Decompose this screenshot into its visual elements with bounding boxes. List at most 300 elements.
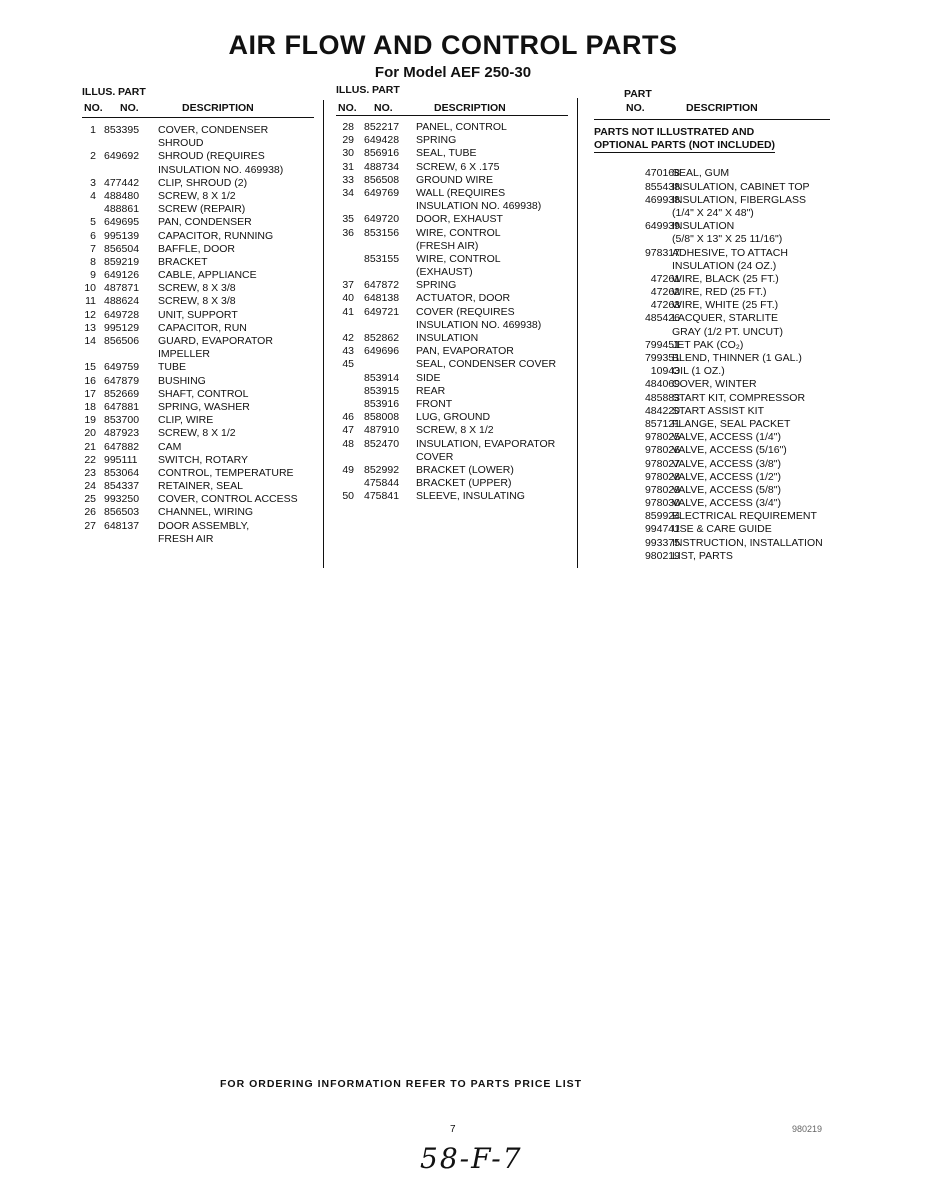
parts-row: [82, 335, 314, 348]
part-no-label: NO.: [626, 102, 645, 114]
part-no: 855438: [644, 180, 680, 193]
parts-row: [336, 477, 568, 490]
part-description: BUSHING: [158, 374, 206, 387]
part-description: PANEL, CONTROL: [416, 121, 507, 133]
illus-no: 41: [342, 305, 354, 318]
parts-row: [82, 467, 314, 480]
column-3-rows: [594, 167, 830, 563]
page-number: 7: [450, 1124, 456, 1135]
part-no: 649939: [644, 220, 680, 233]
part-description: CAM: [158, 440, 182, 453]
parts-row: [336, 134, 568, 147]
parts-row: [594, 537, 830, 550]
part-no: 649759: [104, 361, 140, 374]
part-description: ADHESIVE, TO ATTACH: [672, 246, 788, 259]
part-no: 488861: [104, 203, 140, 216]
part-no: 857121: [644, 417, 680, 430]
part-description: VALVE, ACCESS (3/4"): [672, 497, 781, 510]
part-no: 649692: [104, 150, 140, 163]
illus-no: 26: [84, 506, 96, 519]
parts-row: [336, 451, 568, 464]
part-description: (FRESH AIR): [416, 239, 479, 252]
parts-row: [594, 247, 830, 260]
part-description: VALVE, ACCESS (5/8"): [672, 483, 781, 496]
header-rule: [594, 119, 830, 120]
part-description: INSULATION NO. 469938): [416, 318, 542, 331]
part-no: 649428: [364, 134, 400, 147]
parts-row: [82, 322, 314, 335]
part-no: 488624: [104, 295, 140, 308]
part-no: 649126: [104, 269, 140, 282]
part-no: 648137: [104, 519, 140, 532]
parts-row: [594, 497, 830, 510]
parts-row: [82, 230, 314, 243]
illus-no: 22: [84, 453, 96, 466]
illus-no: 34: [342, 186, 354, 199]
part-no: 648138: [364, 292, 400, 305]
illus-no: 46: [342, 411, 354, 424]
illus-label: ILLUS.: [82, 86, 116, 98]
part-no: 488480: [104, 189, 140, 202]
parts-row: [82, 506, 314, 519]
part-description: COVER, WINTER: [672, 378, 757, 391]
illus-no: 11: [85, 295, 96, 308]
part-no: 859219: [104, 255, 140, 268]
part-no: 488734: [364, 160, 400, 173]
parts-row: [594, 471, 830, 484]
part-no: 852217: [364, 121, 400, 133]
illus-no: 13: [84, 321, 96, 334]
illus-no: 9: [90, 269, 96, 282]
part-description: WIRE, RED (25 FT.): [672, 286, 767, 299]
part-description: SCREW, 8 X 3/8: [158, 295, 236, 308]
parts-row: [82, 520, 314, 533]
part-no: 993250: [104, 493, 140, 506]
illus-no: 4: [90, 189, 96, 202]
parts-row: [82, 375, 314, 388]
illus-no: 42: [342, 332, 354, 344]
column-1-header: [82, 86, 314, 120]
part-description: WIRE, WHITE (25 FT.): [672, 299, 779, 312]
part-description: BAFFLE, DOOR: [158, 242, 236, 255]
part-description: COVER: [416, 450, 454, 463]
parts-row: [336, 213, 568, 226]
part-description: UNIT, SUPPORT: [158, 308, 238, 321]
part-description: SPRING, WASHER: [158, 400, 250, 413]
parts-row: [336, 411, 568, 424]
part-no: 485426: [644, 312, 680, 325]
parts-row: [594, 194, 830, 207]
part-no: 853915: [364, 384, 400, 397]
part-no: 647882: [104, 440, 140, 453]
part-no: 852862: [364, 332, 400, 344]
parts-column-3: [594, 88, 830, 563]
illus-no: 40: [342, 292, 354, 305]
part-description: SLEEVE, INSULATING: [416, 490, 525, 503]
parts-row: [82, 533, 314, 546]
part-description: USE & CARE GUIDE: [672, 523, 772, 536]
parts-row: [594, 392, 830, 405]
parts-row: [594, 339, 830, 352]
illus-label: ILLUS.: [336, 84, 370, 96]
part-description: INSULATION NO. 469938): [416, 200, 542, 213]
parts-row: [336, 266, 568, 279]
part-description: FRESH AIR: [158, 532, 214, 545]
part-no: 993375: [644, 536, 680, 549]
part-description: DOOR, EXHAUST: [416, 213, 503, 226]
parts-row: [82, 269, 314, 282]
parts-row: [336, 174, 568, 187]
parts-row: [82, 309, 314, 322]
parts-row: [594, 550, 830, 563]
illus-no: 29: [342, 134, 354, 147]
part-description: SCREW, 8 X 1/2: [416, 424, 494, 437]
description-label: DESCRIPTION: [182, 102, 254, 114]
illus-no: 12: [84, 308, 96, 321]
part-no: 858008: [364, 411, 400, 424]
part-no-label: NO.: [374, 102, 393, 114]
illus-no: 37: [342, 279, 354, 292]
part-description: SCREW (REPAIR): [158, 203, 246, 216]
part-no: 47263: [650, 299, 680, 312]
part-description: CONTROL, TEMPERATURE: [158, 466, 294, 479]
parts-row: [82, 401, 314, 414]
part-description: LUG, GROUND: [416, 411, 491, 424]
parts-row: [594, 220, 830, 233]
part-description: VALVE, ACCESS (1/2"): [672, 470, 781, 483]
parts-row: [82, 164, 314, 177]
description-label: DESCRIPTION: [434, 102, 506, 114]
part-no-label: NO.: [120, 102, 139, 114]
part-no: 649728: [104, 308, 140, 321]
part-description: GROUND WIRE: [416, 173, 493, 186]
illus-no: 48: [342, 437, 354, 450]
part-description: WIRE, CONTROL: [416, 252, 501, 265]
part-description: SEAL, TUBE: [416, 147, 477, 160]
illus-no: 30: [342, 147, 354, 160]
part-no: 978317: [644, 246, 680, 259]
parts-row: [82, 348, 314, 361]
parts-row: [82, 454, 314, 467]
part-description: BRACKET (LOWER): [416, 463, 514, 476]
page-title: AIR FLOW AND CONTROL PARTS: [228, 30, 678, 60]
illus-no: 43: [342, 345, 354, 358]
parts-row: [594, 286, 830, 299]
parts-row: [594, 312, 830, 325]
parts-row: [594, 260, 830, 273]
parts-row: [594, 273, 830, 286]
parts-row: [336, 438, 568, 451]
part-description: CAPACITOR, RUNNING: [158, 229, 274, 242]
part-description: SCREW, 6 X .175: [416, 160, 500, 173]
parts-row: [594, 207, 830, 220]
illus-no: 49: [342, 463, 354, 476]
parts-row: [336, 306, 568, 319]
parts-row: [336, 121, 568, 134]
part-no: 647872: [364, 279, 400, 292]
part-no: 649769: [364, 186, 400, 199]
illus-no: 7: [90, 242, 96, 255]
part-description: IMPELLER: [158, 348, 210, 361]
parts-row: [82, 441, 314, 454]
parts-row: [336, 253, 568, 266]
part-no: 856508: [364, 173, 400, 186]
part-no: 978027: [644, 457, 680, 470]
parts-row: [82, 203, 314, 216]
part-description: OIL (1 OZ.): [672, 365, 725, 378]
note-line-2: OPTIONAL PARTS (NOT INCLUDED): [594, 139, 775, 153]
part-description: CHANNEL, WIRING: [158, 506, 254, 519]
part-no: 978028: [644, 470, 680, 483]
part-no: 853395: [104, 124, 140, 136]
illus-no: 35: [342, 213, 354, 226]
part-no: 854337: [104, 480, 140, 493]
illus-no: 33: [342, 173, 354, 186]
parts-row: [336, 345, 568, 358]
part-description: INSTRUCTION, INSTALLATION: [672, 536, 823, 549]
part-description: CLIP, WIRE: [158, 414, 214, 427]
parts-row: [594, 405, 830, 418]
illus-no: 6: [90, 229, 96, 242]
part-no: 980219: [644, 549, 680, 562]
parts-row: [336, 332, 568, 345]
header-rule: [82, 117, 314, 118]
part-no: 995129: [104, 321, 140, 334]
part-description: LIST, PARTS: [672, 549, 733, 562]
part-no: 647881: [104, 400, 140, 413]
illus-no: 15: [84, 361, 96, 374]
column-divider-2: [577, 98, 578, 568]
part-description: LACQUER, STARLITE: [672, 312, 778, 325]
part-no: 853064: [104, 466, 140, 479]
parts-row: [336, 292, 568, 305]
part-no: 487910: [364, 424, 400, 437]
part-description: WALL (REQUIRES: [416, 186, 506, 199]
part-no: 856916: [364, 147, 400, 160]
part-description: (5/8" X 13" X 25 11/16"): [672, 233, 783, 246]
parts-row: [336, 200, 568, 213]
illus-no: 23: [84, 466, 96, 479]
parts-row: [336, 240, 568, 253]
parts-row: [336, 372, 568, 385]
part-no: 649720: [364, 213, 400, 226]
illus-no: 36: [342, 226, 354, 239]
part-description: RETAINER, SEAL: [158, 480, 243, 493]
part-description: SPRING: [416, 279, 457, 292]
part-no: 475841: [364, 490, 400, 503]
column-2-header: [336, 84, 568, 118]
part-description: SHROUD (REQUIRES: [158, 150, 265, 163]
part-no: 484220: [644, 404, 680, 417]
illus-no: 27: [84, 519, 96, 532]
part-description: JET PAK (CO₂): [672, 338, 744, 351]
parts-row: [82, 295, 314, 308]
illus-no: 16: [84, 374, 96, 387]
part-description: COVER (REQUIRES: [416, 305, 515, 318]
parts-row: [336, 279, 568, 292]
parts-row: [82, 137, 314, 150]
column-divider-1: [323, 100, 324, 568]
part-no: 978030: [644, 497, 680, 510]
part-description: VALVE, ACCESS (1/4"): [672, 431, 781, 444]
description-label: DESCRIPTION: [686, 102, 758, 114]
illus-no: 17: [84, 387, 96, 400]
parts-row: [82, 493, 314, 506]
parts-column-1: [82, 86, 314, 546]
part-no: 477442: [104, 176, 140, 189]
part-description: INSULATION: [416, 332, 479, 344]
part-no: 647879: [104, 374, 140, 387]
part-no: 853914: [364, 371, 400, 384]
parts-row: [82, 150, 314, 163]
page-subtitle: For Model AEF 250-30: [374, 64, 532, 81]
part-no: 47261: [650, 272, 680, 285]
ordering-footer: FOR ORDERING INFORMATION REFER TO PARTS PRICE LIST: [220, 1078, 583, 1090]
part-description: SIDE: [416, 371, 441, 384]
parts-row: [82, 427, 314, 440]
part-description: DOOR ASSEMBLY,: [158, 519, 250, 532]
parts-row: [594, 510, 830, 523]
part-no: 649696: [364, 345, 400, 358]
part-no: 856506: [104, 335, 140, 347]
parts-row: [594, 418, 830, 431]
part-description: SHAFT, CONTROL: [158, 387, 249, 400]
part-description: CAPACITOR, RUN: [158, 321, 247, 334]
parts-row: [82, 361, 314, 374]
part-description: SCREW, 8 X 1/2: [158, 189, 236, 202]
parts-row: [82, 282, 314, 295]
column-2-rows: [336, 121, 568, 503]
illus-no: 45: [342, 358, 354, 371]
part-no: 852470: [364, 437, 400, 450]
part-description: BRACKET: [158, 255, 208, 268]
parts-row: [336, 385, 568, 398]
part-no: 10943: [650, 365, 680, 378]
part-no: 853156: [364, 226, 400, 239]
part-description: TUBE: [158, 361, 187, 374]
parts-row: [594, 326, 830, 339]
part-no: 994741: [644, 523, 680, 536]
part-no: 852669: [104, 387, 140, 400]
part-description: CABLE, APPLIANCE: [158, 269, 257, 282]
part-description: SEAL, CONDENSER COVER: [416, 358, 557, 371]
parts-row: [336, 424, 568, 437]
parts-row: [336, 161, 568, 174]
part-no: 470168: [644, 167, 680, 180]
parts-row: [336, 398, 568, 411]
parts-row: [594, 365, 830, 378]
illus-no: 19: [84, 414, 96, 427]
not-illustrated-note: [594, 126, 830, 153]
part-no: 475844: [364, 477, 400, 490]
part-description: VALVE, ACCESS (3/8"): [672, 457, 781, 470]
part-no: 484069: [644, 378, 680, 391]
part-no: 859924: [644, 510, 680, 523]
part-description: SEAL, GUM: [672, 167, 730, 180]
illus-no: 1: [90, 124, 96, 136]
part-description: ELECTRICAL REQUIREMENT: [672, 510, 817, 523]
part-description: INSULATION: [672, 220, 735, 233]
illus-no: 24: [84, 480, 96, 493]
part-description: BLEND, THINNER (1 GAL.): [672, 352, 802, 365]
part-description: REAR: [416, 384, 446, 397]
part-description: INSULATION (24 OZ.): [672, 259, 777, 272]
parts-row: [594, 431, 830, 444]
illus-no: 5: [90, 216, 96, 229]
part-description: INSULATION, EVAPORATOR: [416, 437, 556, 450]
part-description: SCREW, 8 X 3/8: [158, 282, 236, 295]
part-description: PAN, EVAPORATOR: [416, 345, 514, 358]
part-no: 852992: [364, 463, 400, 476]
part-no: 487923: [104, 427, 140, 440]
part-description: SHROUD: [158, 137, 204, 150]
column-3-header: [594, 88, 830, 122]
part-description: FRONT: [416, 397, 453, 410]
part-description: SWITCH, ROTARY: [158, 453, 249, 466]
illus-no: 47: [342, 424, 354, 437]
parts-row: [594, 523, 830, 536]
handwritten-annotation: 58-F-7: [420, 1142, 523, 1175]
parts-column-2: [336, 84, 568, 503]
part-no: 469938: [644, 193, 680, 206]
part-description: INSULATION NO. 469938): [158, 163, 284, 176]
header-rule: [336, 115, 568, 116]
parts-row: [82, 216, 314, 229]
part-description: START ASSIST KIT: [672, 404, 765, 417]
illus-no: 21: [84, 440, 96, 453]
part-no: 649695: [104, 216, 140, 229]
note-line-1: PARTS NOT ILLUSTRATED AND: [594, 126, 755, 138]
illus-no: 50: [342, 490, 354, 503]
part-description: START KIT, COMPRESSOR: [672, 391, 806, 404]
part-no: 487871: [104, 282, 140, 295]
part-no: 978026: [644, 444, 680, 457]
part-description: WIRE, CONTROL: [416, 226, 501, 239]
parts-row: [82, 388, 314, 401]
parts-row: [336, 187, 568, 200]
part-description: SCREW, 8 X 1/2: [158, 427, 236, 440]
part-description: VALVE, ACCESS (5/16"): [672, 444, 787, 457]
parts-row: [594, 484, 830, 497]
part-description: CLIP, SHROUD (2): [158, 176, 248, 189]
part-no: 853700: [104, 414, 140, 427]
part-no: 649721: [364, 305, 400, 318]
part-description: WIRE, BLACK (25 FT.): [672, 272, 779, 285]
illus-no-label: NO.: [84, 102, 103, 114]
part-no: 978029: [644, 483, 680, 496]
parts-row: [336, 227, 568, 240]
illus-no: 10: [84, 282, 96, 295]
part-label: PART: [624, 88, 652, 100]
parts-row: [82, 124, 314, 137]
parts-row: [594, 299, 830, 312]
parts-row: [594, 444, 830, 457]
part-description: BRACKET (UPPER): [416, 477, 512, 490]
parts-row: [594, 352, 830, 365]
parts-row: [82, 480, 314, 493]
parts-row: [336, 464, 568, 477]
parts-row: [82, 177, 314, 190]
part-description: GUARD, EVAPORATOR: [158, 335, 273, 347]
part-no: 853916: [364, 397, 400, 410]
part-description: (EXHAUST): [416, 266, 473, 279]
part-no: 856503: [104, 506, 140, 519]
part-no: 995139: [104, 229, 140, 242]
part-no: 485883: [644, 391, 680, 404]
illus-no-label: NO.: [338, 102, 357, 114]
parts-row: [336, 490, 568, 503]
parts-row: [594, 378, 830, 391]
